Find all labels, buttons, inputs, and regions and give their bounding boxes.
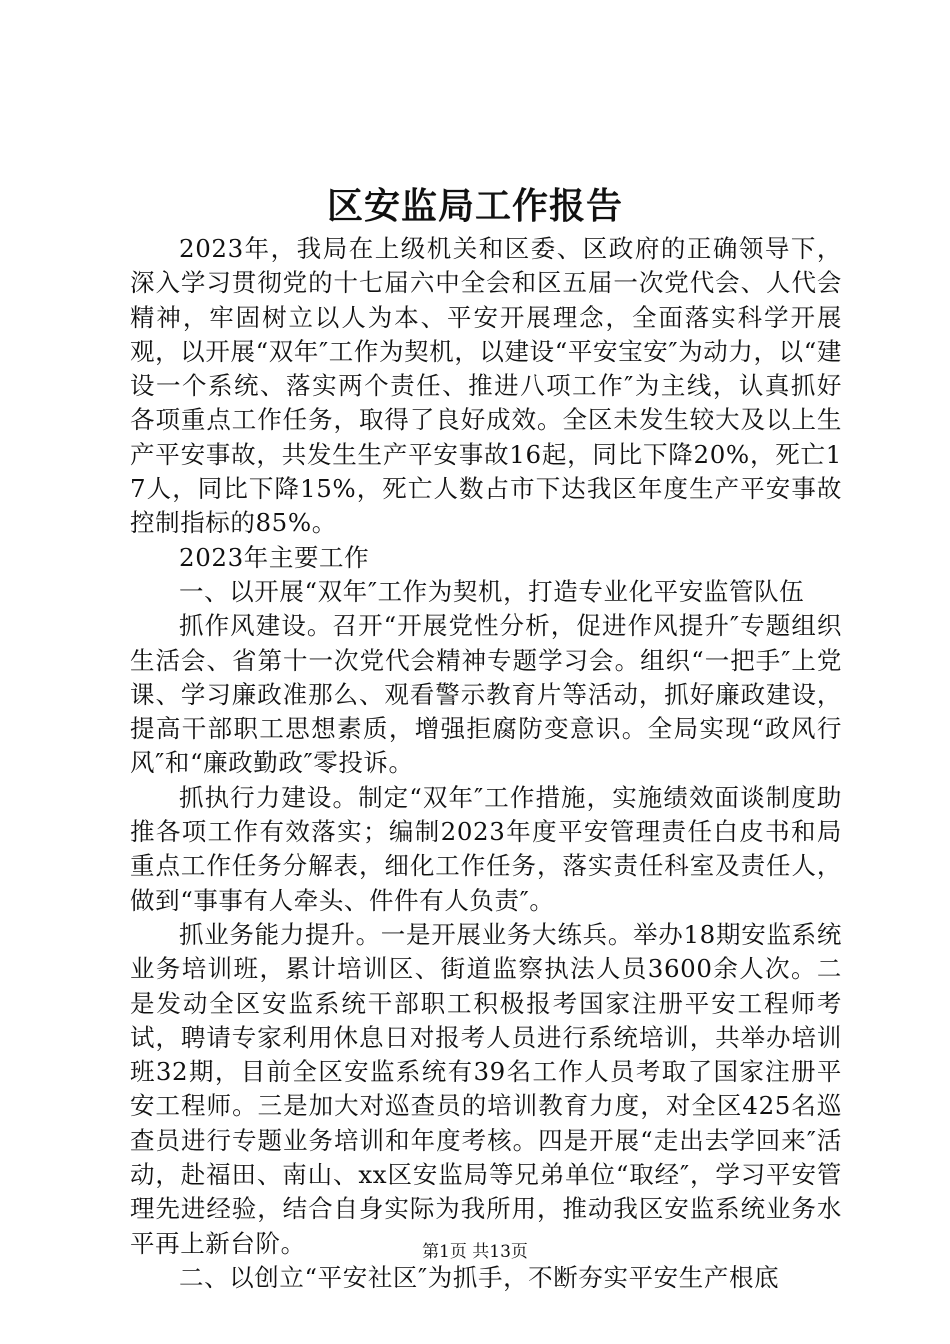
section-heading-one: 一、以开展“双年″工作为契机，打造专业化平安监管队伍: [179, 576, 805, 606]
document-body: [130, 232, 842, 1295]
section-heading-main-work: 2023年主要工作: [179, 542, 370, 572]
section-heading-two: 二、以创立“平安社区″为抓手，不断夯实平安生产根底: [179, 1262, 780, 1292]
paragraph-work-style: 抓作风建设。召开“开展党性分析，促进作风提升″专题组织生活会、省第十一次党代会精神专题学习会。组织“一把手″上党课、学习廉政准那么、观看警示教育片等活动，抓好廉政建设，提高干部职工思想素质，增强拒腐防变意识。全局实现“政风行风″和“廉政勤政″零投诉。: [130, 611, 842, 778]
page-number-footer: 第1页 共13页: [422, 1242, 528, 1262]
paragraph-capability: 抓业务能力提升。一是开展业务大练兵。举办18期安监系统业务培训班，累计培训区、街道监察执法人员3600余人次。二是发动全区安监系统干部职工积极报考国家注册平安工程师考试，聘请专家利用休息日对报考人员进行系统培训，共举办培训班32期，目前全区安监系统有39名工作人员考取了国家注册平安工程师。三是加大对巡查员的培训教育力度，对全区425名巡查员进行专题业务培训和年度考核。四是开展“走出去学回来″活动，赴福田、南山、xx区安监局等兄弟单位“取经″，学习平安管理先进经验，结合自身实际为我所用，推动我区安监系统业务水平再上新台阶。: [130, 919, 842, 1258]
paragraph-intro: 2023年，我局在上级机关和区委、区政府的正确领导下，深入学习贯彻党的十七届六中全会和区五届一次党代会、人代会精神，牢固树立以人为本、平安开展理念，全面落实科学开展观，以开展“双年″工作为契机，以建设“平安宝安″为动力，以“建设一个系统、落实两个责任、推进八项工作″为主线，认真抓好各项重点工作任务，取得了良好成效。全区未发生较大及以上生产平安事故，共发生生产平安事故16起，同比下降20%，死亡17人，同比下降15%，死亡人数占市下达我区年度生产平安事故控制指标的85%。: [130, 234, 842, 538]
paragraph-execution: 抓执行力建设。制定“双年″工作措施，实施绩效面谈制度助推各项工作有效落实；编制2023年度平安管理责任白皮书和局重点工作任务分解表，细化工作任务，落实责任科室及责任人，做到“事事有人牵头、件件有人负责″。: [130, 782, 842, 915]
document-title: 区安监局工作报告: [326, 185, 623, 227]
